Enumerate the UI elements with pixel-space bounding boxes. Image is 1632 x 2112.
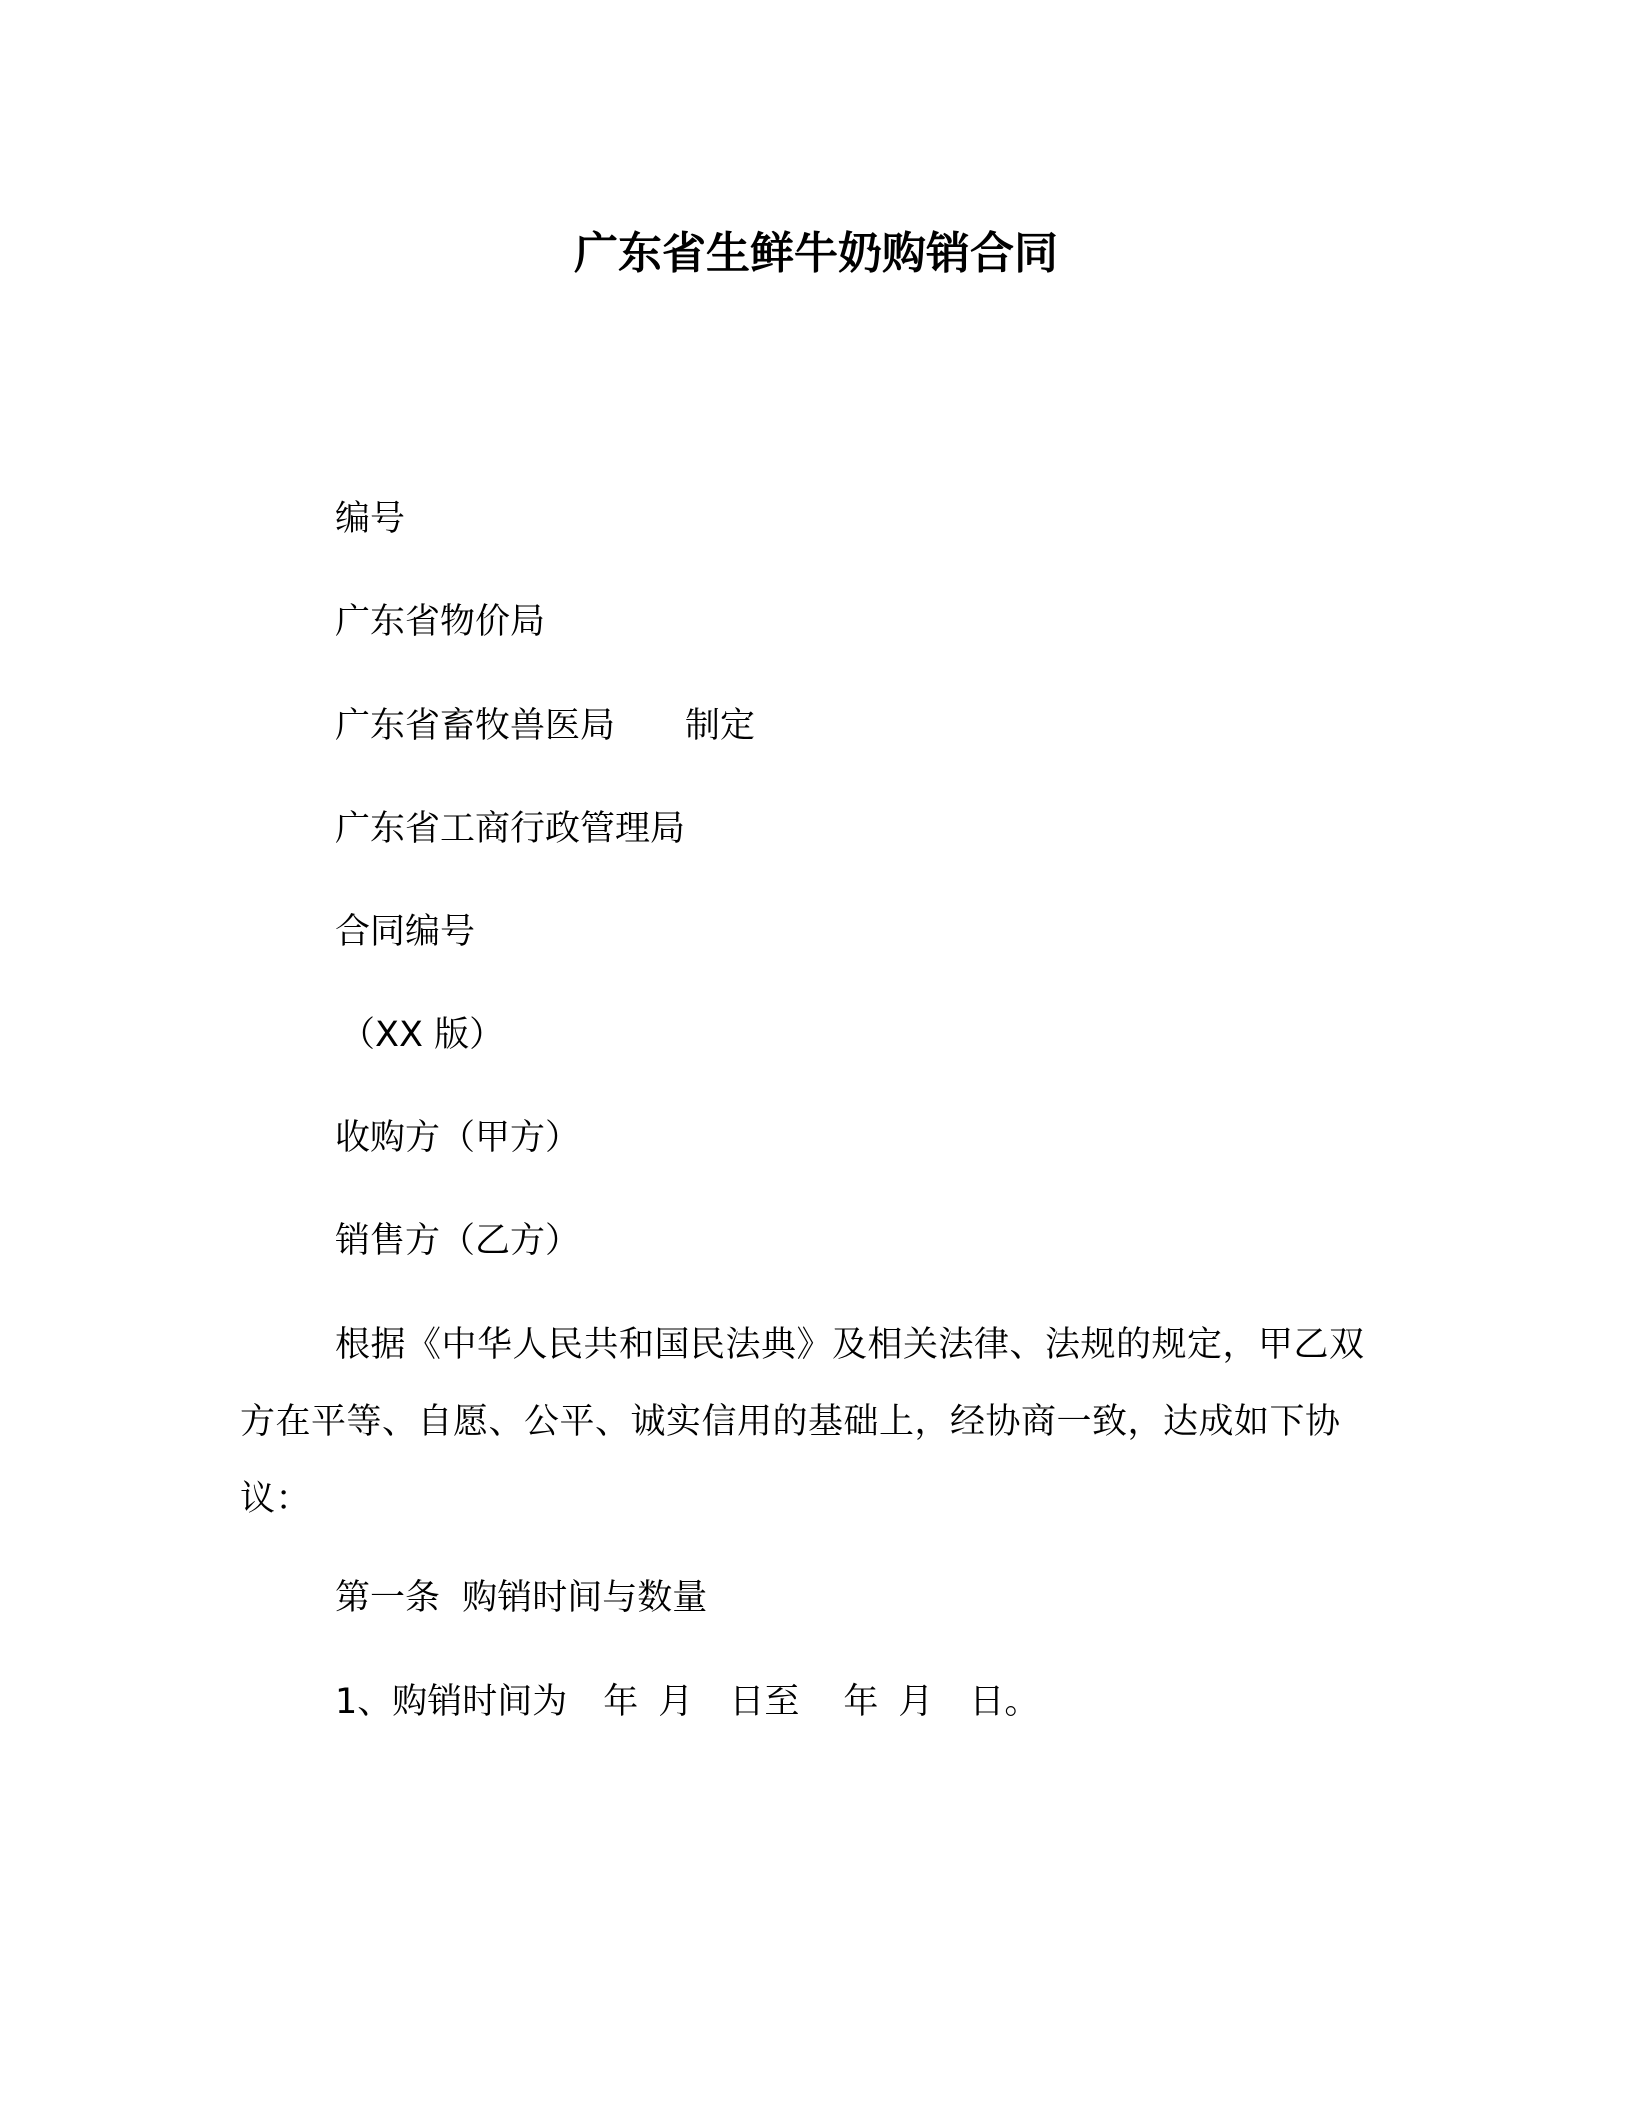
issuer-animal-bureau-row	[335, 702, 755, 750]
made-by-label: 制定	[685, 706, 756, 746]
contract-number-label: 合同编号	[335, 912, 476, 952]
issuer-animal-bureau: 广东省畜牧兽医局	[335, 706, 616, 746]
item1-prefix: 1、购销时间为	[335, 1682, 568, 1722]
article1-heading: 第一条 购销时间与数量	[335, 1578, 708, 1618]
item1-month2: 月	[898, 1682, 934, 1722]
item1-year2: 年	[843, 1682, 879, 1722]
preamble-paragraph: 根据《中华人民共和国民法典》及相关法律、法规的规定，甲乙双方在平等、自愿、公平、诚实信用的基础上，经协商一致，达成如下协议：	[240, 1325, 1365, 1519]
item1-year: 年	[603, 1682, 639, 1722]
item1-day-to: 日至	[729, 1682, 800, 1722]
version-label: （XX 版）	[340, 1015, 505, 1055]
item1-month: 月	[658, 1682, 694, 1722]
issuer-commerce-bureau: 广东省工商行政管理局	[335, 809, 686, 849]
article1-item1	[335, 1678, 1039, 1726]
item1-day-end: 日。	[969, 1682, 1040, 1722]
document-title: 广东省生鲜牛奶购销合同	[574, 228, 1058, 279]
seller-label: 销售方（乙方）	[335, 1221, 581, 1261]
buyer-label: 收购方（甲方）	[335, 1118, 581, 1158]
issuer-price-bureau: 广东省物价局	[335, 602, 546, 642]
number-label: 编号	[335, 499, 406, 539]
